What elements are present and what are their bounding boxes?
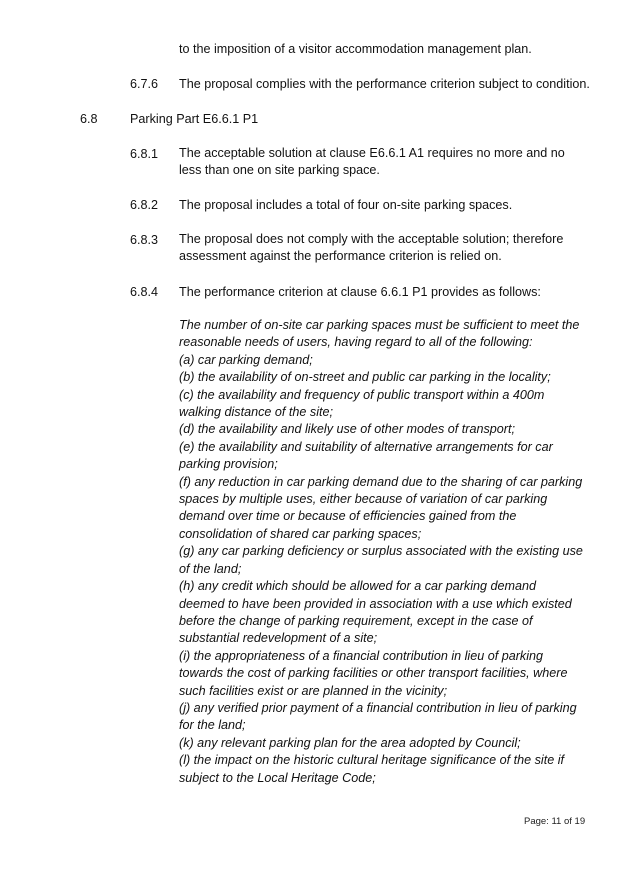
clause-number-6-8-2: 6.8.2 <box>130 198 159 212</box>
quote-line: walking distance of the site; <box>179 405 334 420</box>
clause-number-6-8-3: 6.8.3 <box>130 233 159 247</box>
clause-line: assessment against the performance criterion is relied on. <box>179 249 502 264</box>
clause-number-6-8-1: 6.8.1 <box>130 147 159 161</box>
quote-line: towards the cost of parking facilities or other transport facilities, where <box>179 666 568 681</box>
quote-line: demand over time or because of efficiencies gained from the <box>179 509 517 524</box>
clause-text-6-7-6: The proposal complies with the performance criterion subject to condition. <box>179 77 590 91</box>
clause-line: The acceptable solution at clause E6.6.1 A1 requires no more and no <box>179 146 565 160</box>
clause-line: less than one on site parking space. <box>179 163 380 178</box>
quote-line: subject to the Local Heritage Code; <box>179 770 376 785</box>
section-number-6-8: 6.8 <box>80 112 98 126</box>
quote-line: (i) the appropriateness of a financial contribution in lieu of parking <box>179 648 544 663</box>
quote-line: of the land; <box>179 561 242 576</box>
quote-line: (g) any car parking deficiency or surplus associated with the existing use <box>179 544 583 559</box>
quote-line: substantial redevelopment of a site; <box>179 631 378 646</box>
quote-line: (j) any verified prior payment of a financial contribution in lieu of parking <box>179 700 577 715</box>
clause-text-6-8-1 <box>179 145 589 180</box>
quote-line: (e) the availability and suitability of alternative arrangements for car <box>179 439 553 454</box>
page-number: Page: 11 of 19 <box>524 816 586 827</box>
clause-text-6-8-2: The proposal includes a total of four on-site parking spaces. <box>179 198 513 212</box>
quote-line: spaces by multiple uses, either because of variation of car parking <box>179 492 548 507</box>
quote-line: (d) the availability and likely use of other modes of transport; <box>179 422 516 437</box>
quote-line: (b) the availability of on-street and public car parking in the locality; <box>179 370 551 385</box>
quote-line: consolidation of shared car parking spaces; <box>179 526 422 541</box>
performance-criterion-quote <box>179 317 589 787</box>
quote-line: parking provision; <box>179 457 278 472</box>
section-heading-6-8: Parking Part E6.6.1 P1 <box>130 112 259 126</box>
quote-line: The number of on-site car parking spaces must be sufficient to meet the <box>179 318 580 332</box>
clause-number-6-8-4: 6.8.4 <box>130 285 159 299</box>
quote-line: (k) any relevant parking plan for the area adopted by Council; <box>179 735 521 750</box>
clause-text-6-8-4: The performance criterion at clause 6.6.1 P1 provides as follows: <box>179 285 541 299</box>
continuation-text: to the imposition of a visitor accommodation management plan. <box>179 42 532 56</box>
clause-number-6-7-6: 6.7.6 <box>130 77 159 91</box>
quote-line: (h) any credit which should be allowed for a car parking demand <box>179 579 537 594</box>
quote-line: (f) any reduction in car parking demand due to the sharing of car parking <box>179 474 583 489</box>
quote-line: (l) the impact on the historic cultural heritage significance of the site if <box>179 753 564 768</box>
clause-line: The proposal does not comply with the acceptable solution; therefore <box>179 232 564 246</box>
quote-line: (a) car parking demand; <box>179 352 313 367</box>
clause-text-6-8-3 <box>179 231 589 266</box>
quote-line: such facilities exist or are planned in the vicinity; <box>179 683 448 698</box>
quote-line: before the change of parking requirement, except in the case of <box>179 613 533 628</box>
quote-line: deemed to have been provided in association with a use which existed <box>179 596 572 611</box>
quote-line: (c) the availability and frequency of public transport within a 400m <box>179 387 545 402</box>
quote-line: for the land; <box>179 718 246 733</box>
quote-line: reasonable needs of users, having regard to all of the following: <box>179 335 533 350</box>
